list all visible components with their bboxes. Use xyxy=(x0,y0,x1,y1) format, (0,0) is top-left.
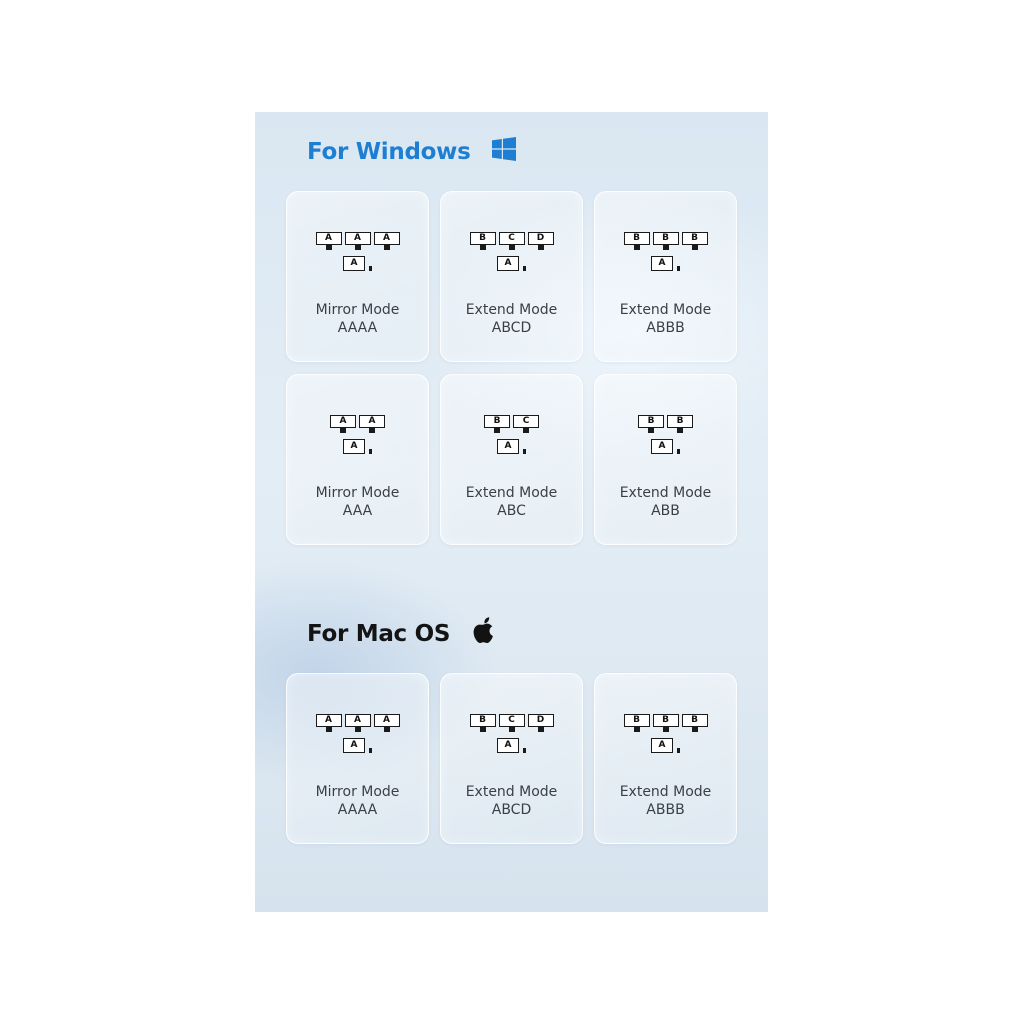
mode-title: Extend Mode xyxy=(619,784,712,800)
mac-heading-text: For Mac OS xyxy=(307,621,451,647)
monitor-screen-letter: A xyxy=(330,415,356,428)
display-diagram xyxy=(441,714,582,753)
laptop-screen-letter: A xyxy=(497,256,519,271)
laptop-screen-letter: A xyxy=(343,439,365,454)
monitor-screen-letter: B xyxy=(667,415,693,428)
monitor-icon xyxy=(330,415,356,433)
laptop-icon xyxy=(497,256,526,271)
monitor-stand xyxy=(326,245,332,250)
laptop-base xyxy=(677,449,680,454)
monitor-row xyxy=(624,232,708,250)
laptop-icon xyxy=(343,439,372,454)
monitor-icon xyxy=(359,415,385,433)
monitor-stand xyxy=(369,428,375,433)
monitor-screen-letter: A xyxy=(316,714,342,727)
monitor-stand xyxy=(355,727,361,732)
laptop-screen-letter: A xyxy=(343,256,365,271)
laptop-base xyxy=(369,748,372,753)
mode-card xyxy=(286,191,429,362)
windows-logo-icon xyxy=(492,137,516,167)
monitor-screen-letter: B xyxy=(624,232,650,245)
laptop-screen-letter: A xyxy=(343,738,365,753)
display-diagram xyxy=(595,714,736,753)
monitor-stand xyxy=(384,727,390,732)
mode-title: Mirror Mode xyxy=(315,302,400,318)
mode-code: AAA xyxy=(342,503,373,519)
monitor-icon xyxy=(499,232,525,250)
monitor-screen-letter: B xyxy=(653,714,679,727)
monitor-screen-letter: D xyxy=(528,714,554,727)
mode-code: AAAA xyxy=(337,802,378,818)
mode-card xyxy=(440,673,583,844)
mode-label xyxy=(441,301,582,337)
monitor-screen-letter: D xyxy=(528,232,554,245)
monitor-stand xyxy=(509,727,515,732)
monitor-icon xyxy=(374,714,400,732)
mode-code: ABBB xyxy=(646,802,685,818)
monitor-row xyxy=(470,714,554,732)
mode-label xyxy=(595,484,736,520)
monitor-screen-letter: A xyxy=(374,232,400,245)
mode-label xyxy=(595,783,736,819)
mode-card xyxy=(286,374,429,545)
laptop-base xyxy=(523,748,526,753)
monitor-stand xyxy=(692,727,698,732)
laptop-icon xyxy=(651,439,680,454)
monitor-stand xyxy=(340,428,346,433)
monitor-screen-letter: B xyxy=(484,415,510,428)
monitor-icon xyxy=(470,232,496,250)
mode-title: Extend Mode xyxy=(465,784,558,800)
laptop-icon xyxy=(651,738,680,753)
monitor-icon xyxy=(499,714,525,732)
monitor-stand xyxy=(663,727,669,732)
monitor-screen-letter: B xyxy=(682,714,708,727)
monitor-icon xyxy=(682,232,708,250)
monitor-screen-letter: B xyxy=(624,714,650,727)
monitor-screen-letter: A xyxy=(316,232,342,245)
mode-card xyxy=(286,673,429,844)
laptop-icon xyxy=(497,439,526,454)
monitor-row xyxy=(484,415,539,433)
windows-modes-grid xyxy=(286,191,737,545)
monitor-stand xyxy=(677,428,683,433)
monitor-icon xyxy=(316,714,342,732)
monitor-icon xyxy=(528,232,554,250)
laptop-screen-letter: A xyxy=(651,738,673,753)
monitor-icon xyxy=(638,415,664,433)
monitor-stand xyxy=(384,245,390,250)
monitor-icon xyxy=(484,415,510,433)
display-modes-panel xyxy=(255,112,768,912)
mode-card xyxy=(594,374,737,545)
laptop-screen-letter: A xyxy=(651,256,673,271)
monitor-row xyxy=(330,415,385,433)
monitor-screen-letter: B xyxy=(638,415,664,428)
monitor-stand xyxy=(538,245,544,250)
monitor-stand xyxy=(648,428,654,433)
laptop-base xyxy=(369,449,372,454)
monitor-icon xyxy=(667,415,693,433)
monitor-row xyxy=(316,714,400,732)
laptop-screen-letter: A xyxy=(497,439,519,454)
monitor-icon xyxy=(682,714,708,732)
mode-label xyxy=(441,484,582,520)
mode-code: ABB xyxy=(651,503,680,519)
monitor-screen-letter: C xyxy=(499,232,525,245)
laptop-icon xyxy=(343,256,372,271)
monitor-screen-letter: A xyxy=(345,232,371,245)
monitor-screen-letter: B xyxy=(470,714,496,727)
monitor-stand xyxy=(538,727,544,732)
monitor-icon xyxy=(470,714,496,732)
monitor-stand xyxy=(663,245,669,250)
laptop-base xyxy=(677,266,680,271)
mode-code: ABCD xyxy=(491,802,532,818)
mode-code: ABCD xyxy=(491,320,532,336)
monitor-icon xyxy=(653,714,679,732)
mode-label xyxy=(595,301,736,337)
mode-title: Mirror Mode xyxy=(315,485,400,501)
laptop-icon xyxy=(651,256,680,271)
display-diagram xyxy=(287,232,428,271)
monitor-row xyxy=(470,232,554,250)
monitor-icon xyxy=(624,232,650,250)
monitor-stand xyxy=(326,727,332,732)
monitor-screen-letter: C xyxy=(499,714,525,727)
display-diagram xyxy=(595,415,736,454)
mode-code: AAAA xyxy=(337,320,378,336)
laptop-base xyxy=(523,266,526,271)
monitor-screen-letter: A xyxy=(374,714,400,727)
monitor-stand xyxy=(494,428,500,433)
laptop-icon xyxy=(343,738,372,753)
monitor-icon xyxy=(345,714,371,732)
monitor-screen-letter: B xyxy=(682,232,708,245)
mac-modes-grid xyxy=(286,673,737,844)
laptop-screen-letter: A xyxy=(497,738,519,753)
laptop-screen-letter: A xyxy=(651,439,673,454)
monitor-icon xyxy=(624,714,650,732)
monitor-icon xyxy=(374,232,400,250)
apple-logo-icon xyxy=(472,617,496,651)
monitor-stand xyxy=(355,245,361,250)
monitor-screen-letter: A xyxy=(345,714,371,727)
mode-label xyxy=(287,783,428,819)
display-diagram xyxy=(595,232,736,271)
monitor-screen-letter: B xyxy=(653,232,679,245)
monitor-stand xyxy=(634,245,640,250)
monitor-stand xyxy=(634,727,640,732)
display-diagram xyxy=(441,232,582,271)
monitor-screen-letter: C xyxy=(513,415,539,428)
laptop-icon xyxy=(497,738,526,753)
mode-title: Extend Mode xyxy=(619,302,712,318)
monitor-screen-letter: B xyxy=(470,232,496,245)
laptop-base xyxy=(523,449,526,454)
monitor-stand xyxy=(509,245,515,250)
monitor-row xyxy=(624,714,708,732)
monitor-stand xyxy=(692,245,698,250)
monitor-row xyxy=(638,415,693,433)
windows-heading-text: For Windows xyxy=(307,139,471,165)
monitor-icon xyxy=(653,232,679,250)
monitor-stand xyxy=(480,727,486,732)
mode-title: Extend Mode xyxy=(619,485,712,501)
monitor-icon xyxy=(528,714,554,732)
mac-section-heading xyxy=(307,618,496,650)
monitor-icon xyxy=(316,232,342,250)
mode-code: ABBB xyxy=(646,320,685,336)
monitor-stand xyxy=(523,428,529,433)
mode-label xyxy=(441,783,582,819)
mode-code: ABC xyxy=(497,503,526,519)
mode-card xyxy=(440,191,583,362)
windows-section-heading xyxy=(307,136,516,168)
mode-label xyxy=(287,301,428,337)
monitor-icon xyxy=(345,232,371,250)
monitor-icon xyxy=(513,415,539,433)
mode-card xyxy=(440,374,583,545)
monitor-stand xyxy=(480,245,486,250)
laptop-base xyxy=(677,748,680,753)
mode-title: Extend Mode xyxy=(465,485,558,501)
laptop-base xyxy=(369,266,372,271)
monitor-row xyxy=(316,232,400,250)
monitor-screen-letter: A xyxy=(359,415,385,428)
mode-title: Mirror Mode xyxy=(315,784,400,800)
display-diagram xyxy=(287,714,428,753)
mode-card xyxy=(594,191,737,362)
mode-label xyxy=(287,484,428,520)
display-diagram xyxy=(287,415,428,454)
mode-card xyxy=(594,673,737,844)
mode-title: Extend Mode xyxy=(465,302,558,318)
display-diagram xyxy=(441,415,582,454)
